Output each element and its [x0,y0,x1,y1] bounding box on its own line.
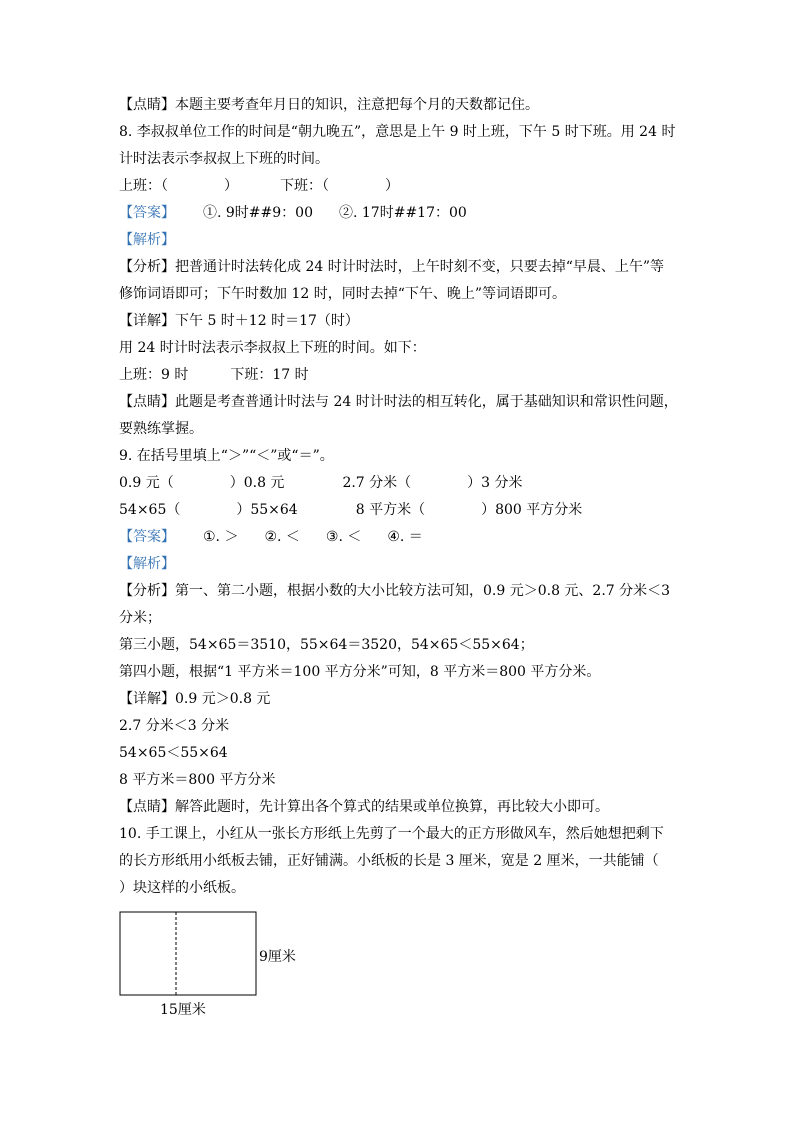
question-9: 9. 在括号里填上“＞”“＜”或“＝”。 [119,448,334,464]
blank-end: ） [224,178,238,194]
text-line: 【点睛】解答此题时，先计算出各个算式的结果或单位换算，再比较大小即可。 [119,799,609,815]
answer-item: ①. 9时##9：00 [203,205,313,221]
question-10: 10. 手工课上，小红从一张长方形纸上先剪了一个最大的正方形做风车，然后她想把剩下 [119,826,664,842]
text-line: 【分析】把普通计时法转化成 24 时计时法时，上午时刻不变，只要去掉“早晨、上午”等 [119,259,665,275]
text-line: 第四小题，根据“1 平方米＝100 平方分米”可知，8 平方米＝800 平方分米。 [119,664,601,680]
text-line: 【分析】第一、第二小题，根据小数的大小比较方法可知，0.9 元＞0.8 元、2.7 分米＜3 [119,583,671,599]
text-part: ）0.8 元 [229,475,285,491]
analysis-label: 【解析】 [119,556,175,572]
blank-start: 下班：（ [280,178,329,194]
answer-line [119,527,423,547]
rectangle-figure [112,905,312,1025]
paper-rectangle [120,912,256,995]
width-label: 15厘米 [160,1002,206,1018]
answer-label: 【答案】 [119,529,175,545]
text-line: 8 平方米＝800 平方分米 [119,772,276,788]
text-part: 0.9 元（ [119,475,174,491]
blank-end: ） [385,178,399,194]
analysis-label: 【解析】 [119,232,175,248]
text-part: ）55×64 [236,502,298,518]
answer-item: ③. ＜ [325,529,362,545]
text-part: ）800 平方分米 [481,502,583,518]
text-line [119,365,309,385]
compare-row [119,473,523,493]
text-part: 上班：9 时 [119,367,189,383]
text-line: 修饰词语即可；下午时数加 12 时，同时去掉“下午、晚上”等词语即可。 [119,286,567,302]
answer-item: ②. ＜ [264,529,300,545]
height-label: 9厘米 [259,949,296,965]
text-line: 的长方形纸用小纸板去铺，正好铺满。小纸板的长是 3 厘米，宽是 2 厘米，一共能铺（ [119,853,659,869]
text-part: 2.7 分米（ [342,475,412,491]
text-part: 54×65（ [119,502,181,518]
text-line: 分米； [119,610,161,626]
text-line: 【详解】0.9 元＞0.8 元 [119,691,271,707]
text-line: 【点睛】此题是考查普通计时法与 24 时计时法的相互转化，属于基础知识和常识性问题， [119,394,678,410]
text-line: 用 24 时计时法表示李叔叔上下班的时间。如下： [119,340,426,356]
text-part: ）3 分米 [467,475,523,491]
answer-line [119,203,467,223]
answer-item: ②. 17时##17：00 [339,205,467,221]
question-8: 8. 李叔叔单位工作的时间是“朝九晚五”，意思是上午 9 时上班，下午 5 时下班。用 24 时 [119,124,676,140]
text-line: 计时法表示李叔叔上下班的时间。 [119,151,329,167]
compare-row [119,500,582,520]
text-part: 下班：17 时 [230,367,309,383]
text-line: 2.7 分米＜3 分米 [119,718,230,734]
text-line: 54×65＜55×64 [119,745,228,761]
text-line: 【点睛】本题主要考查年月日的知识，注意把每个月的天数都记住。 [119,97,539,113]
text-line: 第三小题，54×65＝3510，55×64＝3520，54×65＜55×64； [119,637,534,653]
text-line: 要熟练掌握。 [119,421,203,437]
text-part: 8 平方米（ [355,502,426,518]
text-line: 【详解】下午 5 时＋12 时＝17（时） [119,313,359,329]
blank-start: 上班：（ [119,178,168,194]
answer-item: ④. ＝ [387,529,423,545]
text-line: ）块这样的小纸板。 [119,880,245,896]
answer-blanks [119,176,399,196]
answer-item: ①. ＞ [203,529,239,545]
answer-label: 【答案】 [119,205,175,221]
